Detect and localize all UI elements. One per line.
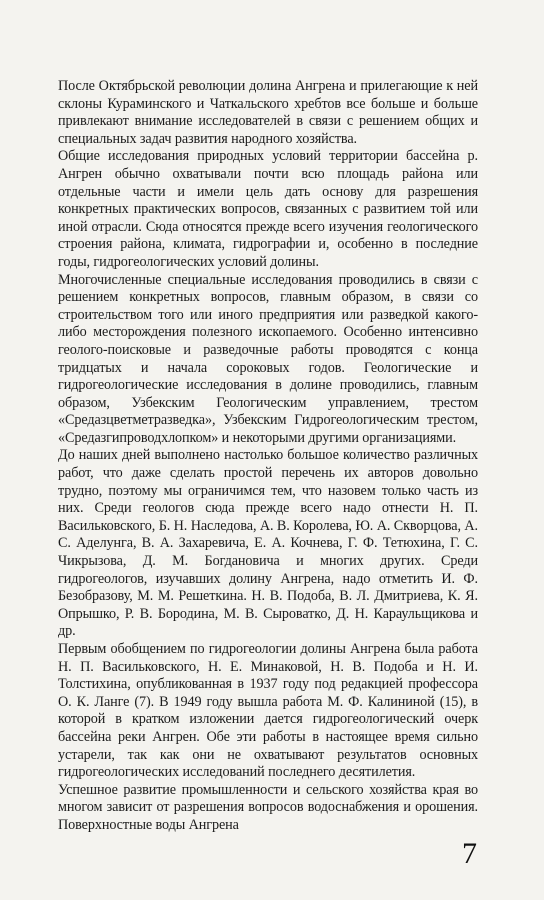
paragraph-1: После Октябрьской революции долина Ангрена и прилегающие к ней склоны Кураминского и Чаткальского хребтов все больше и больше привлекают внимание исследователей в связи с решением общих и специальных задач развития народного хозяйства. — [58, 78, 478, 147]
page-number: 7 — [462, 837, 477, 870]
body-text — [58, 78, 478, 835]
paragraph-3: Многочисленные специальные исследования проводились в связи с решением конкретных вопросов, главным образом, в связи со строительством того или иного предприятия или разведкой какого-либо месторождения полезного ископаемого. Особенно интенсивно геолого-поисковые и разведочные работы проводятся с конца тридцатых и начала сороковых годов. Геологические и гидрогеологические исследования в долине проводились, главным образом, Узбекским Геологическим управлением, трестом «Средазцветметразведка», Узбекским Гидрогеологическим трестом, «Средазгипроводхлопком» и некоторыми другими организациями. — [58, 271, 478, 446]
paragraph-4: До наших дней выполнено настолько большое количество различных работ, что даже сделать простой перечень их авторов довольно трудно, поэтому мы ограничимся тем, что назовем только часть из них. Среди геологов сюда прежде всего надо отнести Н. П. Васильковского, Б. Н. Наследова, А. В. Королева, Ю. А. Скворцова, А. С. Аделунга, В. А. Захаревича, Е. А. Кочнева, Г. Ф. Тетюхина, Г. С. Чикрызова, Д. М. Богдановича и многих других. Среди гидрогеологов, изучавших долину Ангрена, надо отметить И. Ф. Безобразову, М. М. Решеткина. Н. В. Подоба, В. Л. Дмитриева, К. Я. Опрышко, Р. В. Бородина, М. В. Сыроватко, Д. Н. Караульщикова и др. — [58, 447, 478, 640]
paragraph-6: Успешное развитие промышленности и сельского хозяйства края во многом зависит от разрешения вопросов водоснабжения и орошения. Поверхностные воды Ангрена — [58, 781, 478, 833]
paragraph-5: Первым обобщением по гидрогеологии долины Ангрена была работа Н. П. Васильковского, Н. Е. Минаковой, Н. В. Подоба и Н. И. Толстихина, опубликованная в 1937 году под редакцией профессора О. К. Ланге (7). В 1949 году вышла работа М. Ф. Калининой (15), в которой в кратком изложении дается гидрогеологический очерк бассейна реки Ангрен. Обе эти работы в настоящее время сильно устарели, так как они не охватывают результатов основных гидрогеологических исследований последнего десятилетия. — [58, 641, 478, 781]
paragraph-2: Общие исследования природных условий территории бассейна р. Ангрен обычно охватывали почти всю площадь района или отдельные части и имели цель дать основу для разрешения конкретных практических вопросов, связанных с развитием той или иной отрасли. Сюда относятся прежде всего изучения геологического строения района, климата, гидрографии и, особенно в последние годы, гидрогеологических условий долины. — [58, 148, 478, 270]
